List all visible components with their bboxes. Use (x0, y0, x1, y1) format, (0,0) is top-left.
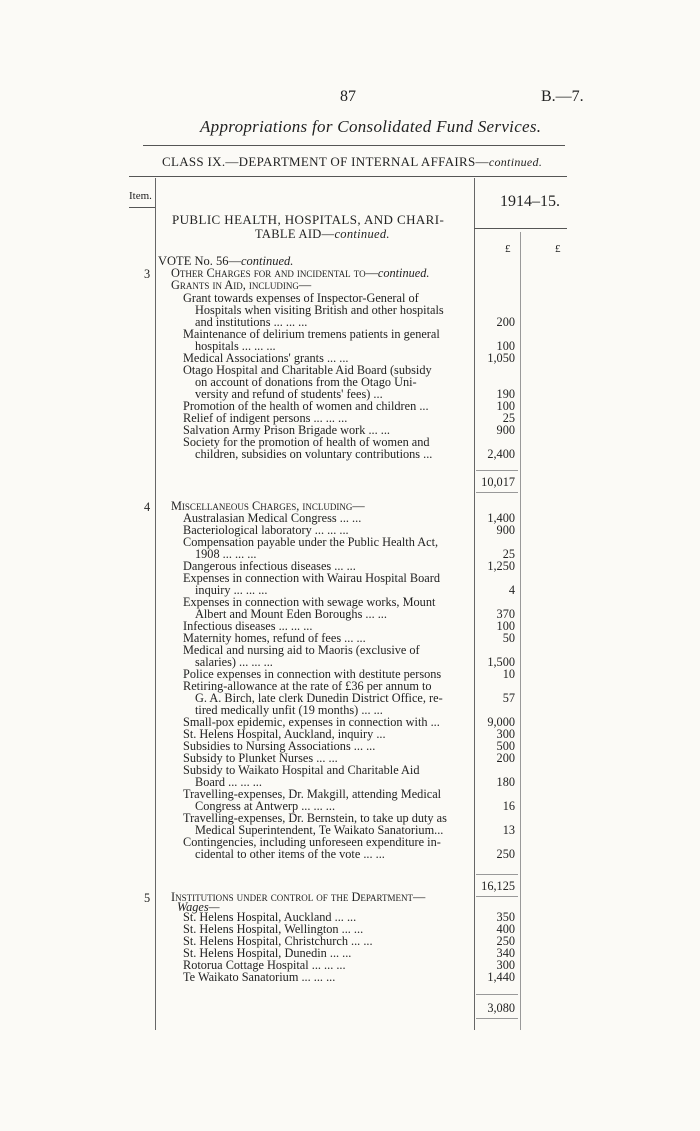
line-item: St. Helens Hospital, Auckland ... ... (183, 910, 357, 924)
line-item: St. Helens Hospital, Auckland, inquiry ... (183, 727, 386, 741)
vote-label: VOTE No. 56—continued. (158, 254, 294, 268)
line-item: Dangerous infectious diseases ... ... (183, 559, 356, 573)
item5-total-rule (476, 994, 518, 995)
item-column-divider (155, 178, 156, 1030)
line-amount: 13 (502, 823, 515, 837)
line-amount: 25 (502, 547, 515, 561)
line-item: Albert and Mount Eden Boroughs ... ... (195, 607, 387, 621)
line-item: Retiring-allowance at the rate of £36 per annum to (183, 679, 432, 693)
line-item: Expenses in connection with sewage works, Mount (183, 595, 436, 609)
line-item: children, subsidies on voluntary contributions ... (195, 447, 433, 461)
line-item: Compensation payable under the Public Health Act, (183, 535, 439, 549)
item5-total: 3,080 (487, 1001, 515, 1015)
line-amount: 180 (496, 775, 515, 789)
item5-bottom-rule (476, 1018, 518, 1019)
item-number-4: 4 (144, 500, 151, 514)
line-item: Grant towards expenses of Inspector-General of (183, 291, 419, 305)
line-amount: 500 (496, 739, 515, 753)
year-rule (474, 228, 567, 229)
line-item: Contingencies, including unforeseen expenditure in- (183, 835, 441, 849)
class-heading: CLASS IX.—DEPARTMENT OF INTERNAL AFFAIRS—continued. (162, 154, 543, 169)
pound-sign-left: £ (505, 243, 511, 255)
item3-total: 10,017 (481, 475, 515, 489)
line-amount: 300 (496, 727, 515, 741)
item-number-3: 3 (144, 267, 151, 281)
line-item: Congress at Antwerp ... ... ... (195, 799, 336, 813)
class-rule (129, 176, 567, 177)
line-item: Hospitals when visiting British and other hospitals (195, 303, 444, 317)
line-amount: 340 (496, 946, 515, 960)
section-heading-line1: PUBLIC HEALTH, HOSPITALS, AND CHARI- (172, 212, 445, 227)
line-item: on account of donations from the Otago Uni- (195, 375, 417, 389)
line-item: Expenses in connection with Wairau Hospital Board (183, 571, 440, 585)
item4-total: 16,125 (481, 879, 515, 893)
line-item: Medical and nursing aid to Maoris (exclusive of (183, 643, 420, 657)
line-amount: 900 (496, 423, 515, 437)
line-item: St. Helens Hospital, Wellington ... ... (183, 922, 364, 936)
line-item: Society for the promotion of health of women and (183, 435, 430, 449)
line-amount: 25 (502, 411, 515, 425)
line-item: St. Helens Hospital, Dunedin ... ... (183, 946, 352, 960)
item-column-header: Item. (129, 190, 152, 202)
line-item: Travelling-expenses, Dr. Makgill, attending Medical (183, 787, 442, 801)
line-amount: 100 (496, 619, 515, 633)
line-item: Subsidy to Waikato Hospital and Charitable Aid (183, 763, 420, 777)
line-amount: 1,440 (487, 970, 515, 984)
item4-bottom-rule (476, 896, 518, 897)
line-amount: 370 (496, 607, 515, 621)
line-item: Medical Associations' grants ... ... (183, 351, 349, 365)
line-amount: 1,500 (487, 655, 515, 669)
document-reference: B.—7. (541, 88, 584, 105)
line-item: Small-pox epidemic, expenses in connection with ... (183, 715, 440, 729)
amount-inner-divider (520, 232, 521, 1030)
line-item: Subsidies to Nursing Associations ... ... (183, 739, 376, 753)
page-title: Appropriations for Consolidated Fund Services. (200, 117, 542, 136)
line-item: hospitals ... ... ... (195, 339, 276, 353)
title-rule (143, 145, 565, 146)
page-number: 87 (340, 88, 356, 105)
line-item: cidental to other items of the vote ... ... (195, 847, 385, 861)
item4-heading: Miscellaneous Charges, including— (171, 499, 365, 513)
line-item: Relief of indigent persons ... ... ... (183, 411, 348, 425)
pound-sign-right: £ (555, 243, 561, 255)
line-amount: 50 (502, 631, 515, 645)
line-amount: 16 (502, 799, 515, 813)
line-amount: 1,250 (487, 559, 515, 573)
line-item: Rotorua Cottage Hospital ... ... ... (183, 958, 346, 972)
line-item: St. Helens Hospital, Christchurch ... ... (183, 934, 373, 948)
line-amount: 100 (496, 399, 515, 413)
line-item: and institutions ... ... ... (195, 315, 308, 329)
line-item: Infectious diseases ... ... ... (183, 619, 313, 633)
line-item: Bacteriological laboratory ... ... ... (183, 523, 349, 537)
item3-total-rule (476, 470, 518, 471)
line-amount: 300 (496, 958, 515, 972)
line-amount: 9,000 (487, 715, 515, 729)
line-item: Australasian Medical Congress ... ... (183, 511, 362, 525)
line-amount: 100 (496, 339, 515, 353)
line-amount: 400 (496, 922, 515, 936)
line-item: Maternity homes, refund of fees ... ... (183, 631, 366, 645)
line-item: Subsidy to Plunket Nurses ... ... (183, 751, 338, 765)
line-item: Otago Hospital and Charitable Aid Board (subsidy (183, 363, 432, 377)
line-item: Te Waikato Sanatorium ... ... ... (183, 970, 336, 984)
line-amount: 10 (502, 667, 515, 681)
line-item: Maintenance of delirium tremens patients in general (183, 327, 440, 341)
line-item: Medical Superintendent, Te Waikato Sanatorium... (195, 823, 444, 837)
line-amount: 4 (508, 583, 515, 597)
item3-subheading: Grants in Aid, including— (171, 278, 312, 292)
line-amount: 1,050 (487, 351, 515, 365)
line-item: Promotion of the health of women and children ... (183, 399, 429, 413)
amount-column-divider (474, 178, 475, 1030)
line-amount: 190 (496, 387, 515, 401)
line-item: G. A. Birch, late clerk Dunedin District Office, re- (195, 691, 443, 705)
item3-bottom-rule (476, 492, 518, 493)
item3-heading: Other Charges for and incidental to—continued. (171, 266, 430, 280)
line-amount: 2,400 (487, 447, 515, 461)
line-amount: 350 (496, 910, 515, 924)
line-amount: 900 (496, 523, 515, 537)
line-amount: 250 (496, 934, 515, 948)
line-item: 1908 ... ... ... (195, 547, 257, 561)
item5-heading: Institutions under control of the Department— (171, 890, 426, 904)
line-amount: 250 (496, 847, 515, 861)
section-heading-line2: TABLE AID—continued. (255, 227, 390, 241)
item5-subheading: Wages— (177, 900, 220, 914)
line-amount: 1,400 (487, 511, 515, 525)
amount-57: 57 (502, 691, 515, 705)
item4-total-rule (476, 874, 518, 875)
line-item: Salvation Army Prison Brigade work ... ... (183, 423, 390, 437)
line-item: Police expenses in connection with destitute persons (183, 667, 442, 681)
line-item: salaries) ... ... ... (195, 655, 273, 669)
line-amount: 200 (496, 751, 515, 765)
line-item: Board ... ... ... (195, 775, 262, 789)
line-item: inquiry ... ... ... (195, 583, 268, 597)
year-column-header: 1914–15. (500, 193, 560, 210)
item-number-5: 5 (144, 891, 151, 905)
line-item: tired medically unfit (19 months) ... ... (195, 703, 383, 717)
line-item: Travelling-expenses, Dr. Bernstein, to take up duty as (183, 811, 447, 825)
item-header-rule (129, 207, 155, 208)
line-item: versity and refund of students' fees) ... (195, 387, 383, 401)
line-amount: 200 (496, 315, 515, 329)
